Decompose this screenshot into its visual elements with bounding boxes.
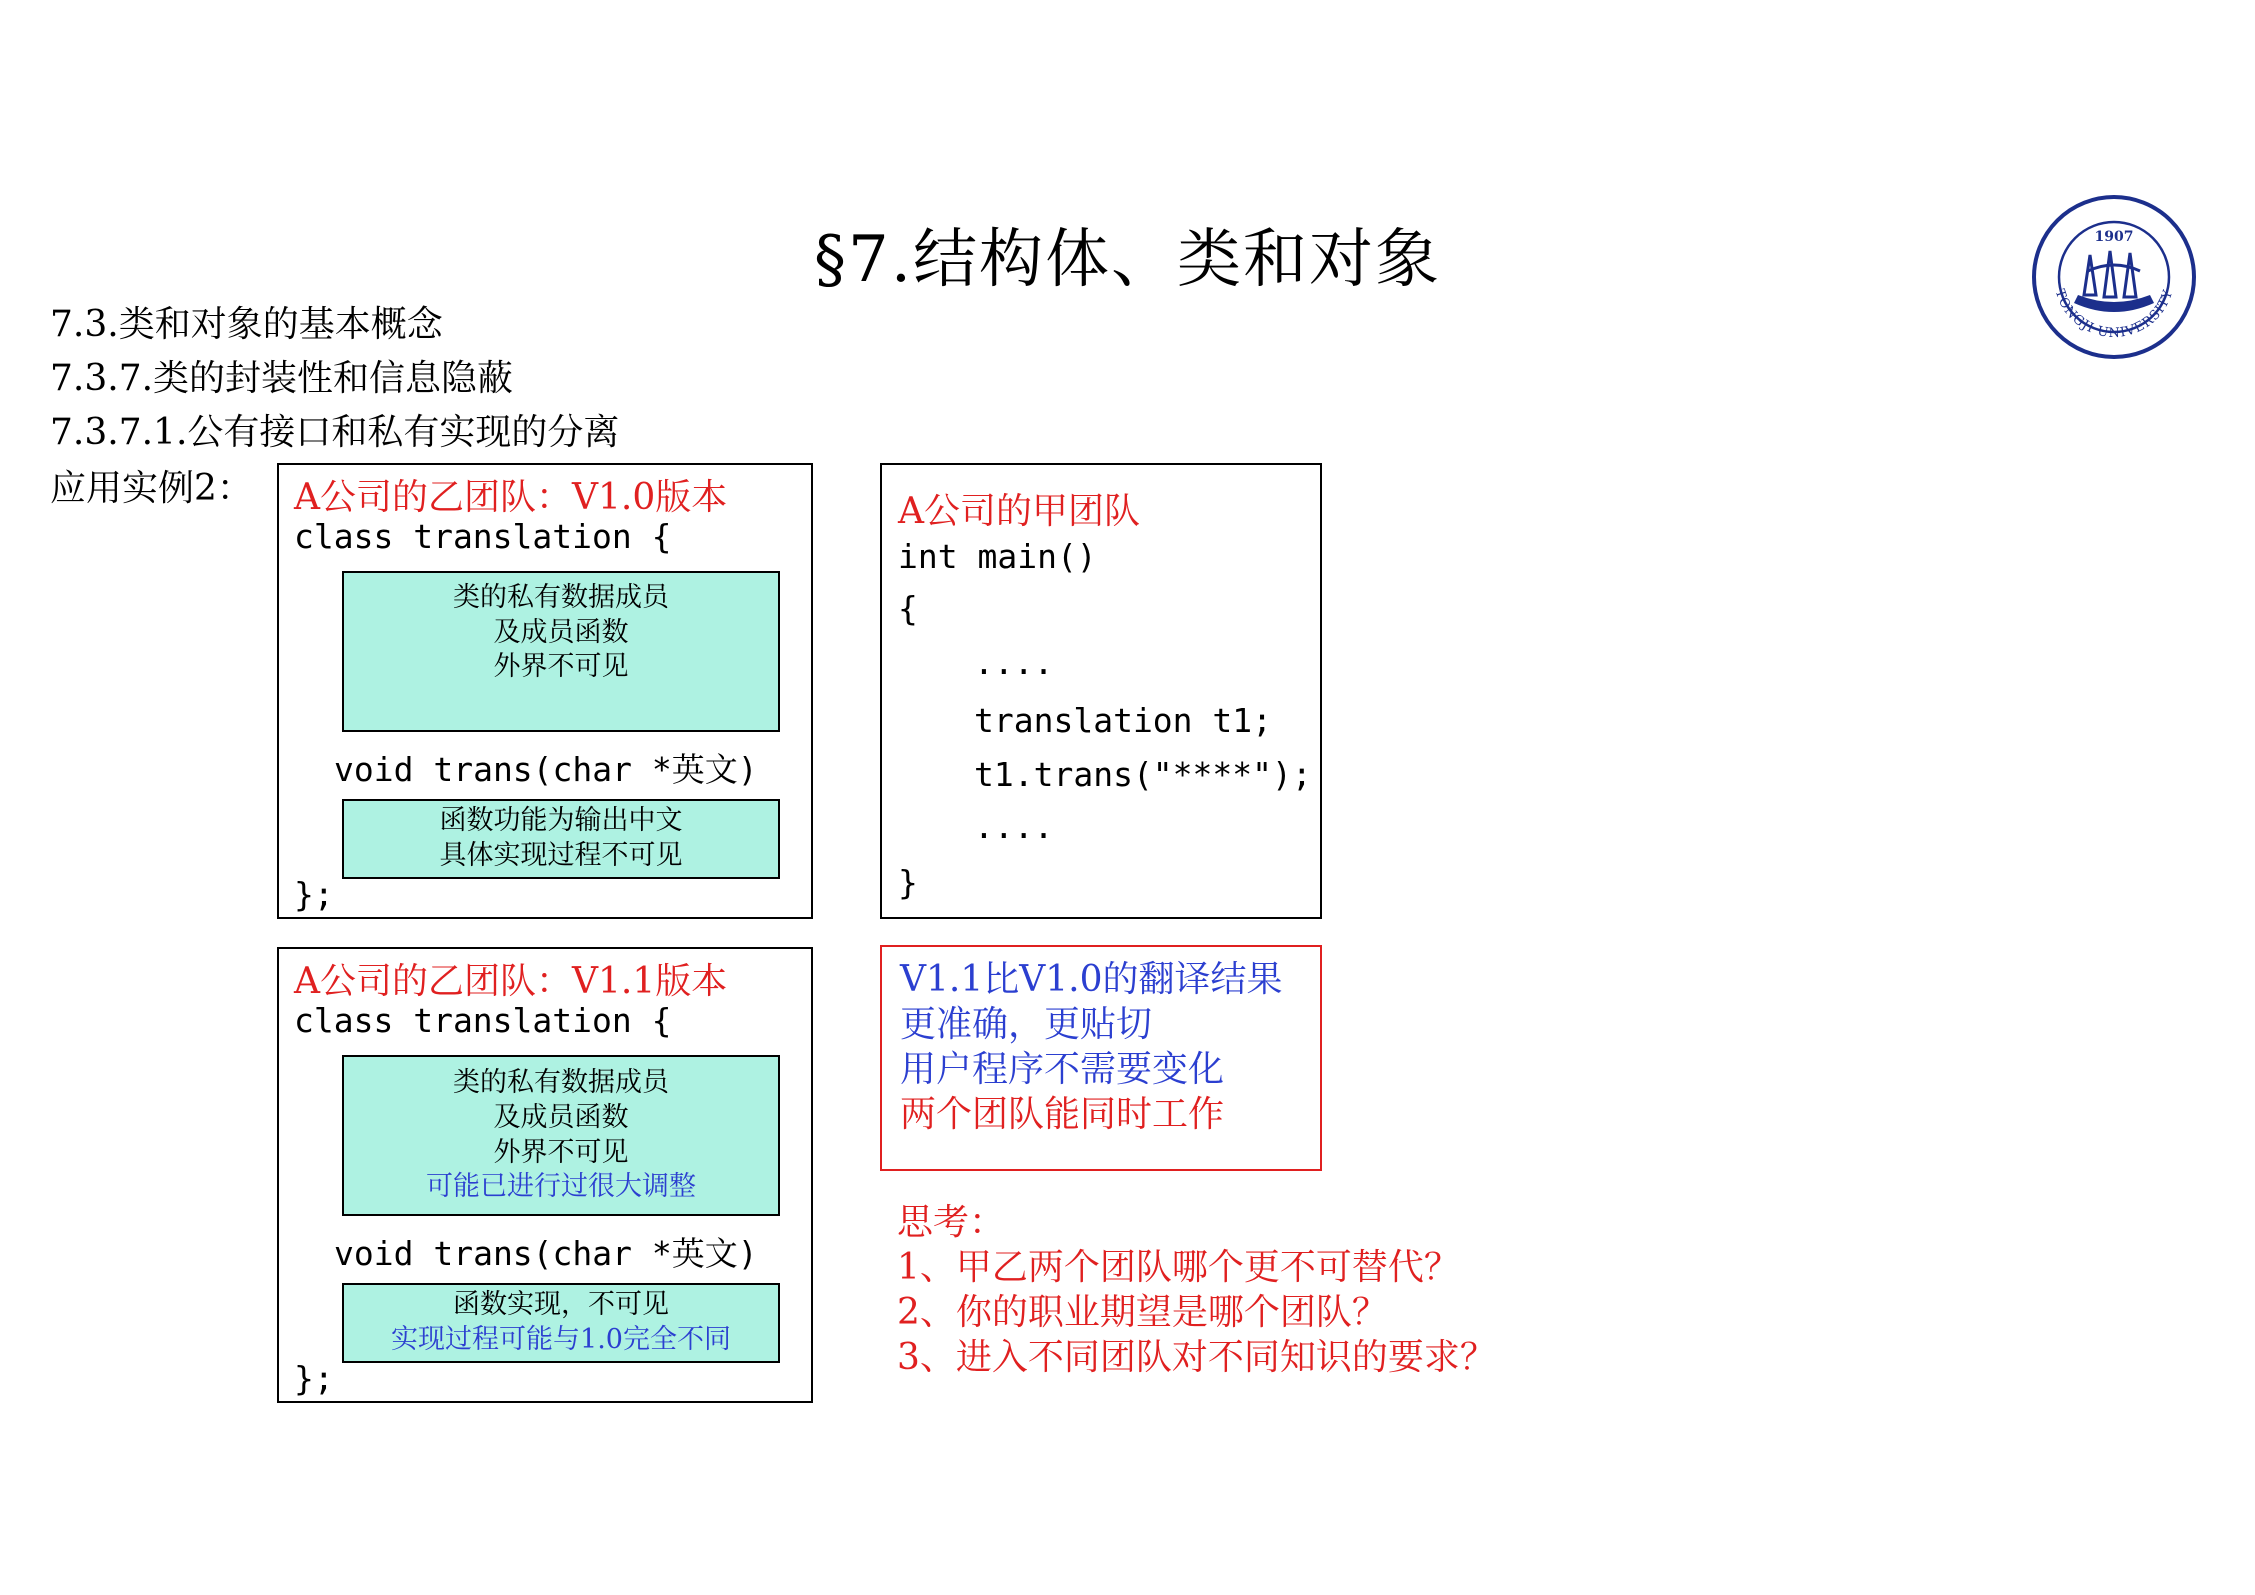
v10-heading: A公司的乙团队：V1.0版本 — [294, 477, 728, 518]
jia-code-line-5: t1.trans("****"); — [974, 755, 1312, 794]
think-item-2: 2、你的职业期望是哪个团队？ — [897, 1292, 1388, 1333]
think-item-3: 3、进入不同团队对不同知识的要求？ — [897, 1337, 1496, 1378]
v11-private-note: 可能已进行过很大调整 — [426, 1171, 696, 1203]
v10-panel — [277, 463, 813, 919]
outline-line-2: 7.3.7.类的封装性和信息隐蔽 — [50, 358, 514, 399]
jia-panel — [880, 463, 1322, 919]
v10-private-box — [342, 571, 780, 732]
jia-code-line-7: } — [898, 863, 918, 902]
v11-method-line: void trans(char *英文) — [334, 1234, 758, 1273]
jia-code-line-6: .... — [974, 807, 1054, 846]
v10-closing: }; — [294, 875, 334, 914]
v11-private-box — [342, 1055, 780, 1216]
note-line-2: 更准确，更贴切 — [900, 1004, 1153, 1045]
example-label: 应用实例2： — [50, 468, 253, 509]
v10-impl-line-1: 函数功能为输出中文 — [439, 805, 683, 837]
v11-panel — [277, 947, 813, 1403]
v11-private-line-1: 类的私有数据成员 — [453, 1067, 669, 1099]
jia-heading: A公司的甲团队 — [898, 491, 1140, 532]
v11-impl-note: 实现过程可能与1.0完全不同 — [391, 1324, 731, 1355]
v10-impl-line-2: 具体实现过程不可见 — [439, 840, 683, 871]
v10-private-line-3: 外界不可见 — [493, 651, 629, 683]
v11-closing: }; — [294, 1359, 334, 1398]
v10-private-line-2: 及成员函数 — [493, 616, 629, 648]
tongji-university-logo — [2030, 193, 2198, 361]
v10-class-line: class translation { — [294, 517, 672, 556]
v10-impl-box — [342, 799, 780, 879]
v10-private-line-1: 类的私有数据成员 — [453, 582, 669, 613]
v10-method-line: void trans(char *英文) — [334, 750, 758, 789]
v11-heading: A公司的乙团队：V1.1版本 — [294, 961, 728, 1002]
v11-class-line: class translation { — [294, 1001, 672, 1040]
jia-code-line-1: int main() — [898, 537, 1097, 576]
note-line-3: 用户程序不需要变化 — [900, 1049, 1225, 1090]
jia-code-line-3: .... — [974, 643, 1054, 682]
v11-impl-box — [342, 1283, 780, 1363]
note-line-4: 两个团队能同时工作 — [900, 1094, 1225, 1135]
version-note-box — [880, 945, 1322, 1171]
think-section — [897, 1200, 1496, 1380]
think-heading: 思考： — [897, 1202, 1006, 1243]
jia-code-line-4: translation t1; — [974, 701, 1273, 740]
v11-impl-line: 函数实现，不可见 — [453, 1289, 669, 1321]
think-item-1: 1、甲乙两个团队哪个更不可替代？ — [897, 1247, 1460, 1288]
note-line-1: V1.1比V1.0的翻译结果 — [900, 959, 1283, 1000]
v11-private-line-2: 及成员函数 — [493, 1101, 629, 1133]
logo-text: TONGJI UNIVERSITY — [2051, 287, 2177, 342]
slide-title: §7.结构体、类和对象 — [813, 223, 1442, 297]
v11-private-line-3: 外界不可见 — [493, 1136, 629, 1168]
outline-line-3: 7.3.7.1.公有接口和私有实现的分离 — [50, 412, 620, 453]
logo-year: 1907 — [2094, 229, 2134, 245]
outline-line-1: 7.3.类和对象的基本概念 — [50, 304, 443, 345]
jia-code-line-2: { — [898, 589, 918, 628]
